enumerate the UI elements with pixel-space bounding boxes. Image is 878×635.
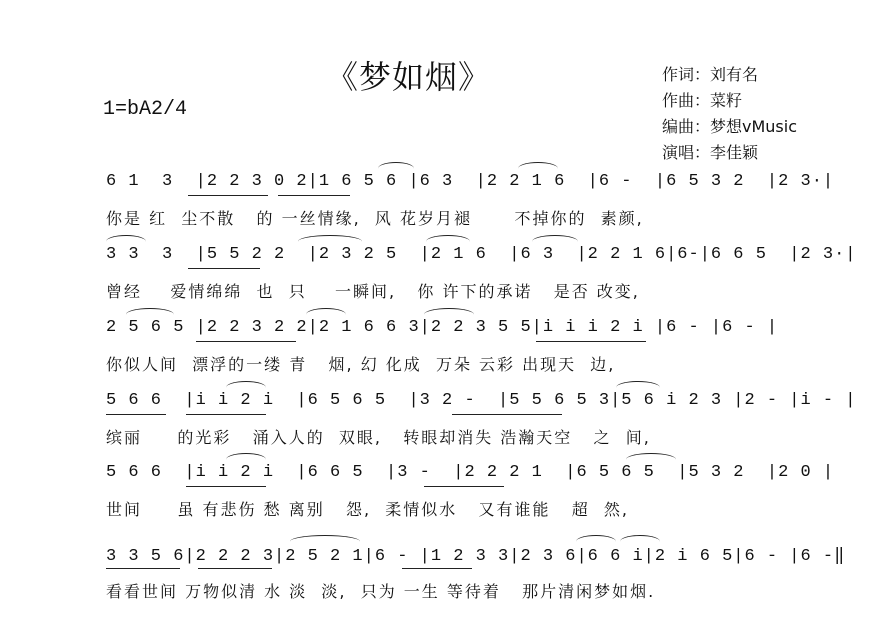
beam-line [186,414,266,415]
lyric-line: 曾经 爱情绵绵 也 只 一瞬间, 你 许下的承诺 是否 改变, [106,282,640,301]
notation-line: 6 1 3 |2 2 3 0 2|1 6 5 6 |6 3 |2 2 1 6 |6 - |6 5 3 2 |2 3·| [106,172,835,191]
beam-line [536,341,646,342]
slur-mark [518,162,558,175]
slur-mark [424,308,474,321]
score-row-5 [106,463,835,520]
slur-mark [626,453,676,466]
score-row-2 [106,245,857,302]
slur-mark [378,162,414,175]
song-title: 《梦如烟》 [326,58,492,96]
key-signature: 1=bA2/4 [103,98,188,121]
notation-line: 5 6 6 |i i 2 i |6 6 5 |3 - |2 2 2 1 |6 5 6 5 |5 3 2 |2 0 | [106,463,835,482]
credit-arranger: 编曲：梦想vMusic [662,117,797,136]
slur-mark [298,235,362,248]
beam-line [198,568,272,569]
slur-mark [426,235,470,248]
lyric-line: 缤丽 的光彩 涌入人的 双眼, 转眼却消失 浩瀚天空 之 间, [106,428,651,447]
beam-line [106,414,166,415]
beam-line [188,268,260,269]
beam-line [278,195,350,196]
slur-mark [126,308,174,321]
lyric-line: 你似人间 漂浮的一缕 青 烟, 幻 化成 万朵 云彩 出现天 边, [106,355,616,374]
score-row-6 [106,545,846,602]
credit-lyricist: 作词：刘有名 [662,65,759,84]
slur-mark [620,535,660,548]
slur-mark [290,535,360,548]
beam-line [402,568,472,569]
lyric-line: 你是 红 尘不散 的 一丝情缘, 风 花岁月褪 不掉你的 素颜, [106,209,644,228]
beam-line [452,414,562,415]
notation-line: 3 3 5 6|2 2 2 3|2 5 2 1|6 - |1 2 3 3|2 3 6|6 6 i|2 i 6 5|6 - |6 -‖ [106,547,846,566]
beam-line [186,486,266,487]
beam-line [188,195,268,196]
lyric-line: 看看世间 万物似清 水 淡 淡, 只为 一生 等待着 那片清闲梦如烟. [106,582,656,601]
notation-line: 3 3 3 |5 5 2 2 |2 3 2 5 |2 1 6 |6 3 |2 2 1 6|6-|6 6 5 |2 3·| [106,245,857,264]
score-row-4 [106,391,857,448]
notation-line: 5 6 6 |i i 2 i |6 5 6 5 |3 2 - |5 5 6 5 3|5 6 i 2 3 |2 - |i - | [106,391,857,410]
score-row-1 [106,172,835,229]
slur-mark [616,381,660,394]
beam-line [196,341,296,342]
slur-mark [106,235,146,248]
beam-line [424,486,504,487]
slur-mark [576,535,616,548]
lyric-line: 世间 虽 有悲伤 愁 离别 怨, 柔情似水 又有谁能 超 然, [106,500,629,519]
slur-mark [532,235,578,248]
credit-singer: 演唱：李佳颖 [662,143,759,162]
beam-line [106,568,180,569]
slur-mark [226,381,266,394]
slur-mark [226,453,266,466]
notation-line: 2 5 6 5 |2 2 3 2 2|2 1 6 6 3|2 2 3 5 5|i i i 2 i |6 - |6 - | [106,318,779,337]
credits [662,62,797,166]
credit-composer: 作曲：菜籽 [662,91,743,110]
score-row-3 [106,318,779,375]
slur-mark [306,308,346,321]
